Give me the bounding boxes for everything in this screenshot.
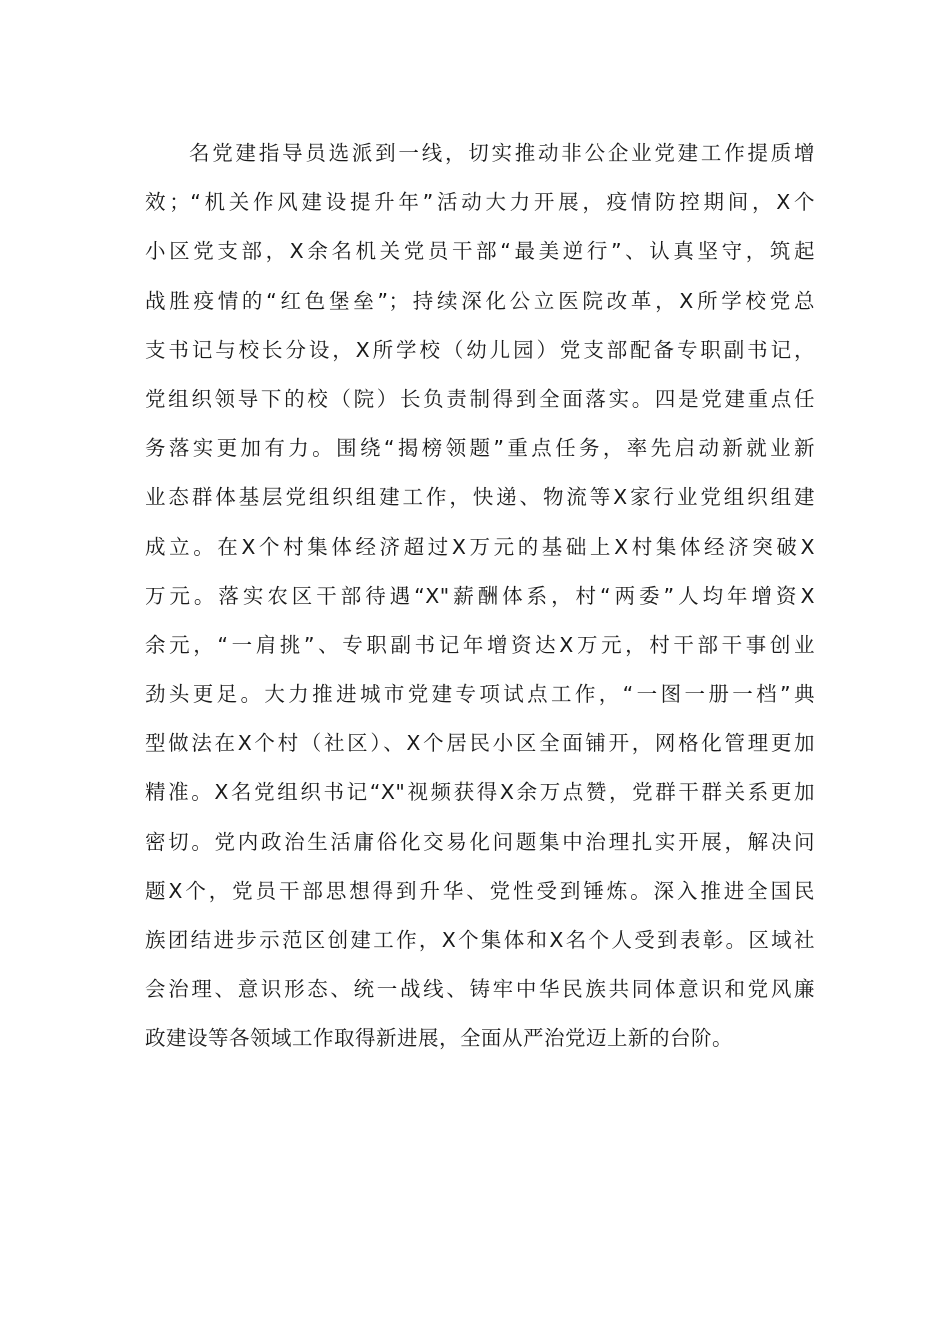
text-line: 劲头更足。大力推进城市党建专项试点工作，“一图一册一档”典 <box>145 682 815 707</box>
text-line: 政建设等各领域工作取得新进展，全面从严治党迈上新的台阶。 <box>145 1026 733 1051</box>
text-line: 务落实更加有力。围绕“揭榜领题”重点任务，率先启动新就业新 <box>145 436 815 461</box>
text-line: 密切。党内政治生活庸俗化交易化问题集中治理扎实开展，解决问 <box>145 829 815 854</box>
text-line: 万元。落实农区干部待遇“X"薪酬体系，村“两委”人均年增资X <box>145 583 815 608</box>
text-line: 效；“机关作风建设提升年”活动大力开展，疫情防控期间，X个 <box>145 190 815 215</box>
text-line: 族团结进步示范区创建工作，X个集体和X名个人受到表彰。区域社 <box>145 928 815 952</box>
text-line: 名党建指导员选派到一线，切实推动非公企业党建工作提质增 <box>189 141 815 165</box>
text-line: 余元，“一肩挑”、专职副书记年增资达X万元，村干部干事创业 <box>145 632 815 657</box>
text-line: 业态群体基层党组织组建工作，快递、物流等X家行业党组织组建 <box>145 485 815 510</box>
text-line: 小区党支部，X余名机关党员干部“最美逆行”、认真坚守，筑起 <box>145 239 815 264</box>
text-line: 支书记与校长分设，X所学校（幼儿园）党支部配备专职副书记， <box>145 337 815 362</box>
text-line: 型做法在X个村（社区）、X个居民小区全面铺开，网格化管理更加 <box>145 731 815 756</box>
body-paragraph <box>145 129 815 1064</box>
text-line: 成立。在X个村集体经济超过X万元的基础上X村集体经济突破X <box>145 534 815 559</box>
text-line: 会治理、意识形态、统一战线、铸牢中华民族共同体意识和党风廉 <box>145 977 815 1002</box>
text-line: 党组织领导下的校（院）长负责制得到全面落实。四是党建重点任 <box>145 386 815 411</box>
text-line: 战胜疫情的“红色堡垒”；持续深化公立医院改革，X所学校党总 <box>145 288 815 313</box>
text-line: 精准。X名党组织书记“X"视频获得X余万点赞，党群干群关系更加 <box>145 780 815 805</box>
text-line: 题X个，党员干部思想得到升华、党性受到锤炼。深入推进全国民 <box>145 878 815 903</box>
